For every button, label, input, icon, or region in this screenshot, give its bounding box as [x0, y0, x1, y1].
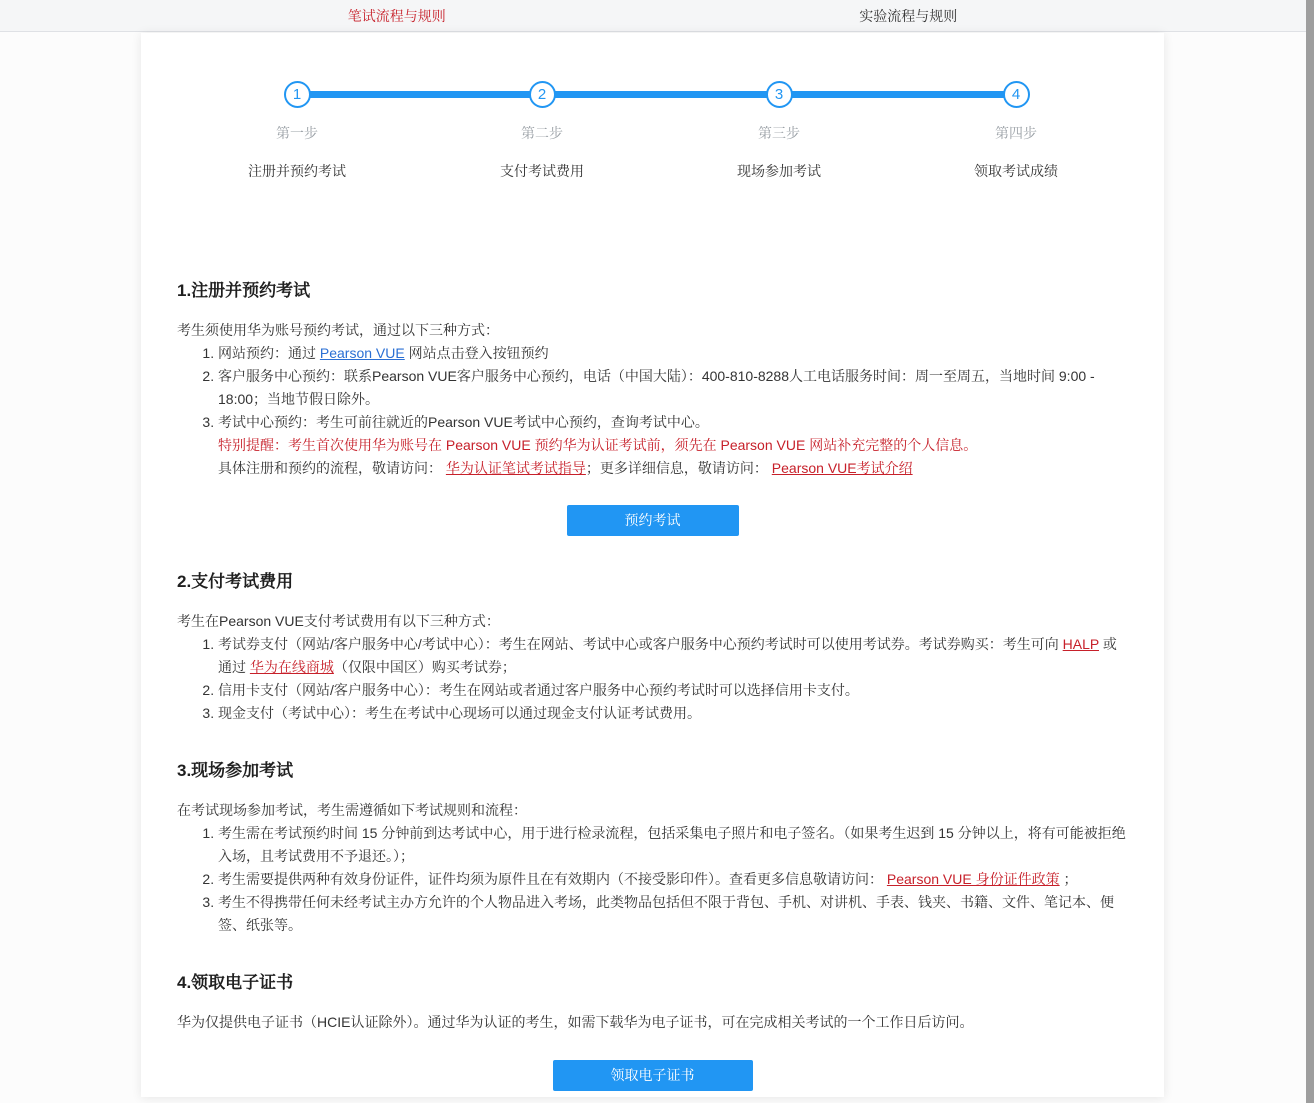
section-4-title: 4.领取电子证书: [177, 973, 294, 992]
section-3-title: 3.现场参加考试: [177, 761, 294, 780]
step-2: [427, 81, 657, 181]
list-item: [218, 365, 1128, 411]
text-segment: 网站预约：通过: [218, 345, 320, 361]
text-segment: 考试券支付（网站/客户服务中心/考试中心）：考生在网站、考试中心或客户服务中心预约考试时可以使用考试券。考试券购买：考生可向: [218, 636, 1063, 652]
inline-link[interactable]: Pearson VUE考试介绍: [771, 460, 913, 476]
section-1-list: [177, 342, 1128, 434]
step-3: [664, 81, 894, 181]
text-segment: （仅限中国区）购买考试券；: [333, 659, 516, 675]
step-4: [901, 81, 1131, 181]
list-item: [218, 342, 1128, 365]
text-segment: 考试中心预约：考生可前往就近的Pearson VUE考试中心预约，查询考试中心。: [218, 414, 709, 430]
step-4-sublabel: 第四步: [995, 125, 1037, 141]
step-2-name: 支付考试费用: [500, 163, 584, 179]
list-item: [218, 679, 1128, 702]
step-1-sublabel: 第一步: [276, 125, 318, 141]
tab-written-exam-process[interactable]: 笔试流程与规则: [347, 7, 446, 24]
section-4-intro: 华为仅提供电子证书（HCIE认证除外）。通过华为认证的考生，如需下载华为电子证书，可在完成相关考试的一个工作日后访问。: [177, 1014, 974, 1030]
guide-links-line: [218, 457, 1128, 480]
inline-link[interactable]: HALP: [1062, 636, 1099, 652]
section-attend-exam-onsite: [177, 759, 1128, 937]
inline-link[interactable]: 华为认证笔试考试指导: [445, 460, 586, 476]
tab-lab-exam-process[interactable]: 实验流程与规则: [859, 7, 958, 24]
section-3-intro: 在考试现场参加考试，考生需遵循如下考试规则和流程：: [177, 802, 527, 818]
step-1-circle: 1: [284, 81, 311, 108]
text-segment: 网站点击登入按钮预约: [404, 345, 549, 361]
step-2-sublabel: 第二步: [521, 125, 563, 141]
section-2-intro: 考生在Pearson VUE支付考试费用有以下三种方式：: [177, 613, 500, 629]
step-3-name: 现场参加考试: [737, 163, 821, 179]
book-exam-button[interactable]: 预约考试: [567, 505, 739, 536]
text-segment: ；: [1059, 871, 1078, 887]
section-2-title: 2.支付考试费用: [177, 572, 294, 591]
top-tab-bar-inner: [141, 0, 1164, 31]
get-certificate-button-row: [177, 1060, 1128, 1091]
list-item: [218, 822, 1128, 868]
book-exam-button-row: [177, 505, 1128, 536]
sections-container: [177, 279, 1128, 1091]
tab-slot-right: [653, 0, 1165, 32]
text-segment: 考生不得携带任何未经考试主办方允许的个人物品进入考场，此类物品包括但不限于背包、手机、对讲机、手表、钱夹、书籍、文件、笔记本、便签、纸张等。: [218, 894, 1114, 933]
inline-link[interactable]: 华为在线商城: [249, 659, 334, 675]
inline-link[interactable]: Pearson VUE: [319, 345, 405, 361]
card-content: [141, 81, 1164, 1091]
step-4-circle: 4: [1003, 81, 1030, 108]
list-item: [218, 411, 1128, 434]
list-item: [218, 891, 1128, 937]
text-segment: 考生需在考试预约时间 15 分钟前到达考试中心，用于进行检录流程，包括采集电子照片和电子签名。（如果考生迟到 15 分钟以上，将有可能被拒绝入场，且考试费用不予退还。）；: [218, 825, 1126, 864]
list-item: [218, 868, 1128, 891]
step-1: [182, 81, 412, 181]
inline-link[interactable]: Pearson VUE 身份证件政策: [886, 871, 1060, 887]
top-tab-bar: [0, 0, 1314, 32]
step-3-circle: 3: [766, 81, 793, 108]
section-2-list: [177, 633, 1128, 725]
section-register-and-book: [177, 279, 1128, 536]
text-segment: 或通过: [218, 636, 1117, 675]
step-2-circle: 2: [529, 81, 556, 108]
step-4-name: 领取考试成绩: [974, 163, 1058, 179]
tab-slot-left: [141, 0, 653, 32]
vertical-scrollbar[interactable]: [1306, 0, 1314, 1103]
main-content-card: [141, 33, 1164, 1097]
text-segment: 客户服务中心预约：联系Pearson VUE客户服务中心预约，电话（中国大陆）：400-810-8288人工电话服务时间：周一至周五，当地时间 9:00 - 18:00；当地节假日除外。: [218, 368, 1095, 407]
text-segment: 现金支付（考试中心）：考生在考试中心现场可以通过现金支付认证考试费用。: [218, 705, 701, 721]
section-1-title: 1.注册并预约考试: [177, 281, 311, 300]
text-segment: 具体注册和预约的流程，敬请访问：: [218, 460, 446, 476]
step-1-name: 注册并预约考试: [248, 163, 346, 179]
section-pay-exam-fee: [177, 570, 1128, 725]
special-reminder-text: 特别提醒：考生首次使用华为账号在 Pearson VUE 预约华为认证考试前，须先在 Pearson VUE 网站补充完整的个人信息。: [218, 437, 978, 453]
section-get-e-certificate: [177, 971, 1128, 1091]
list-item: [218, 702, 1128, 725]
list-item: [218, 633, 1128, 679]
section-1-intro: 考生须使用华为账号预约考试，通过以下三种方式：: [177, 322, 499, 338]
get-certificate-button[interactable]: 领取电子证书: [553, 1060, 753, 1091]
section-3-list: [177, 822, 1128, 937]
exam-steps-progress: [177, 81, 1128, 221]
text-segment: 信用卡支付（网站/客户服务中心）：考生在网站或者通过客户服务中心预约考试时可以选择信用卡支付。: [218, 682, 859, 698]
text-segment: ；更多详细信息，敬请访问：: [585, 460, 772, 476]
step-3-sublabel: 第三步: [758, 125, 800, 141]
text-segment: 考生需要提供两种有效身份证件，证件均须为原件且在有效期内（不接受影印件）。查看更多信息敬请访问：: [218, 871, 887, 887]
